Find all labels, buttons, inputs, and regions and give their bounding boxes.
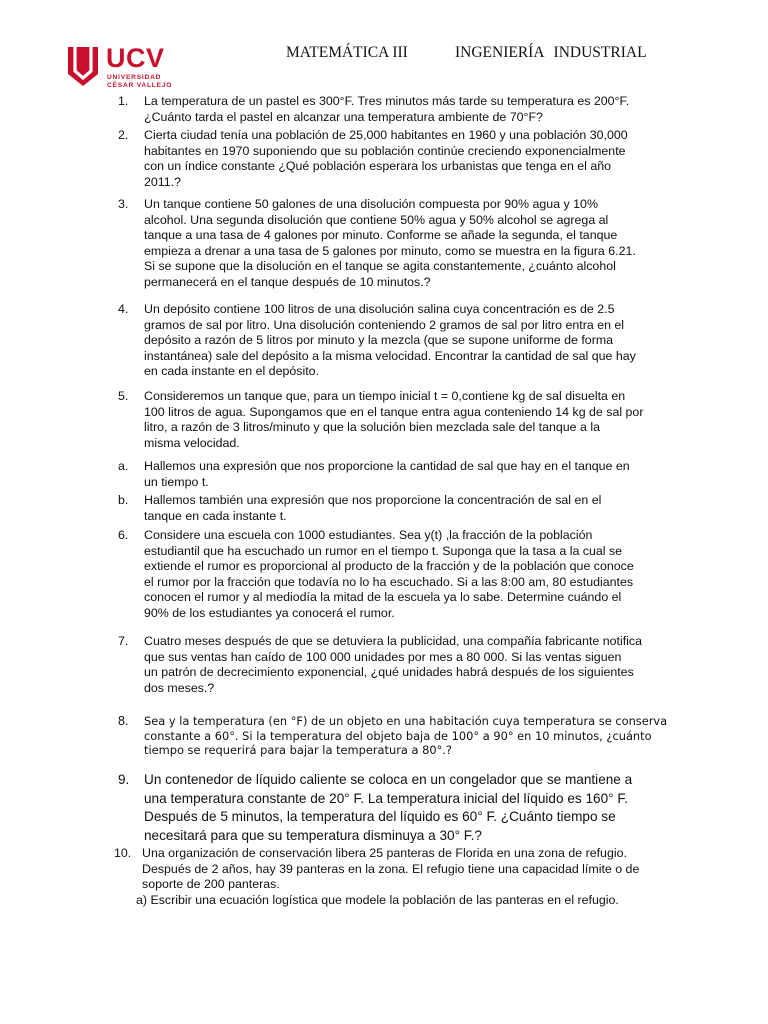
problem-1: 1. La temperatura de un pastel es 300°F. Tres minutos más tarde su temperatura es 200°F. ¿Cuánto tarda el pastel en alcanzar una temperatura ambiente de 70°F? <box>118 94 630 124</box>
ucv-shield-icon <box>66 44 100 88</box>
problem-10: 10. Una organización de conservación libera 25 panteras de Florida en una zona de refugio. Después de 2 años, hay 39 panteras en la zona. El refugio tiene una capacidad límite o de soporte de 200 panteras. a) Escribir una ecuación logística que modele la población de las panteras en el refugio. <box>114 846 640 907</box>
problem-5: 5. Consideremos un tanque que, para un tiempo inicial t = 0,contiene kg de sal disuelta en 100 litros de agua. Supongamos que en el tanque entra agua conteniendo 14 kg de sal por litro, a razón de 3 litros/minuto y que la solución bien mezclada sale del tanque a la misma velocidad. <box>118 389 644 450</box>
problem-5b: b. Hallemos también una expresión que nos proporcione la concentración de sal en el tanque en cada instante t. <box>118 493 602 523</box>
career-title: INGENIERÍA INDUSTRIAL <box>455 44 647 61</box>
problem-4: 4. Un depósito contiene 100 litros de una disolución salina cuya concentración es de 2.5 gramos de sal por litro. Una disolución conteniendo 2 gramos de sal por litro entra en el depósito a razón de 5 litros por minuto y la mezcla (que se supone uniforme de forma instantánea) sale del depósito a la misma velocidad. Encontrar la cantidad de sal que hay en cada instante en el depósito. <box>118 302 636 379</box>
problem-8: 8. Sea y la temperatura (en °F) de un objeto en una habitación cuya temperatura se conserva constante a 60°. Si la temperatura del objeto baja de 100° a 90° en 10 minutos, ¿cuánto tiempo se requerirá para bajar la temperatura a 80°.? <box>118 714 668 758</box>
problem-10a: a) Escribir una ecuación logística que modele la población de las panteras en el refugio. <box>136 892 619 907</box>
problem-3: 3. Un tanque contiene 50 galones de una disolución compuesta por 90% agua y 10% alcohol. Una segunda disolución que contiene 50% agua y 50% alcohol se agrega al tanque a una tasa de 4 galones por minuto. Conforme se añade la segunda, el tanque empieza a drenar a una tasa de 5 galones por minuto, como se muestra en la figura 6.21. Si se supone que la disolución en el tanque se agita constantemente, ¿cuánto alcohol permanecerá en el tanque después de 10 minutos.? <box>118 197 636 289</box>
problem-2: 2. Cierta ciudad tenía una población de 25,000 habitantes en 1960 y una población 30,000 habitantes en 1970 suponiendo que su población continúe creciendo exponencialmente con un índice constante ¿Qué población esperara los urbanistas que tenga en el año 2011.? <box>118 128 628 189</box>
problem-5a: a. Hallemos una expresión que nos proporcione la cantidad de sal que hay en el tanque en un tiempo t. <box>118 459 630 489</box>
logo-text: UCV <box>106 43 165 73</box>
problem-7: 7. Cuatro meses después de que se detuviera la publicidad, una compañía fabricante notifica que sus ventas han caído de 100 000 unidades por mes a 80 000. Si las ventas siguen un patrón de decrecimiento exponencial, ¿qué unidades habrá después de los siguientes dos meses.? <box>118 634 643 695</box>
logo-subtitle: UNIVERSIDAD CÉSAR VALLEJO <box>107 74 173 89</box>
problem-6: 6. Considere una escuela con 1000 estudiantes. Sea y(t) ,la fracción de la población estudiantil que ha escuchado un rumor en el tiempo t. Suponga que la tasa a la cual se extiende el rumor es proporcional al producto de la fracción y de la población que conoce el rumor por la fracción que todavía no lo ha escuchado. Si a las 8:00 am, 80 estudiantes conocen el rumor y al mediodía la mitad de la escuela ya lo sabe. Determine cuándo el 90% de los estudiantes ya conocerá el rumor. <box>118 528 634 620</box>
ucv-logo <box>66 44 176 92</box>
problem-9: 9. Un contenedor de líquido caliente se coloca en un congelador que se mantiene a una temperatura constante de 20° F. La temperatura inicial del líquido es 160° F. Después de 5 minutos, la temperatura del líquido es 60° F. ¿Cuánto tiempo se necesitará para que su temperatura disminuya a 30° F.? <box>118 772 633 843</box>
subject-title: MATEMÁTICA III <box>286 44 408 61</box>
